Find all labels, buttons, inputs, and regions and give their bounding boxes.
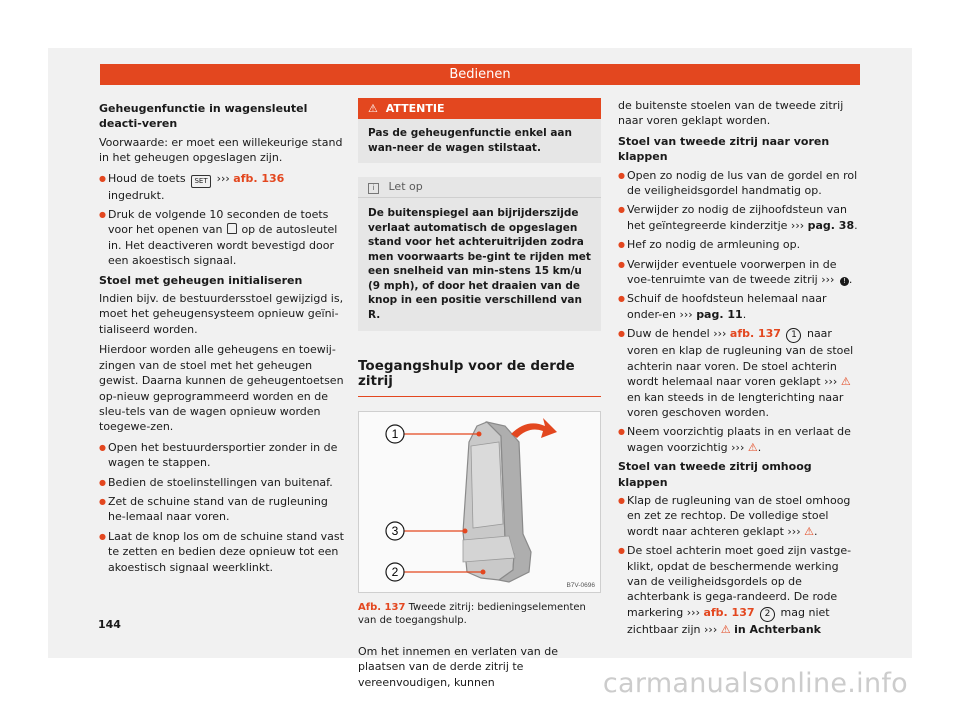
reference-arrows: ››› <box>821 273 835 287</box>
heading-fold-up: Stoel van tweede zitrij omhoog klappen <box>618 460 812 489</box>
text: Verwijder eventuele voorwerpen in de voe-tenruimte van de tweede zitrij <box>627 257 837 287</box>
section-header-bar <box>100 64 860 85</box>
text: op de autosleutel in. Het deactiveren wordt bevestigd door een akoestisch signaal. <box>108 223 338 268</box>
list-item: ● Open het bestuurdersportier zonder in de wagen te stappen. <box>99 440 344 471</box>
text: . <box>848 273 853 287</box>
callout-dot <box>477 431 482 436</box>
list-item: ● Bedien de stoelinstellingen van buitenaf. <box>99 475 344 490</box>
warning-triangle-icon: ⚠ <box>368 102 378 115</box>
info-square-icon: i <box>368 183 379 194</box>
paragraph-initialize: Indien bijv. de bestuurdersstoel gewijzigd is, moet het geheugensysteem opnieuw geïni-tialiseerd worden. <box>99 292 344 336</box>
paragraph-third-row: Om het innemen en verlaten van de plaatsen van de derde zitrij te vereenvoudigen, kunnen <box>358 644 558 689</box>
heading-initialize: Stoel met geheugen initialiseren <box>99 273 303 287</box>
note-box <box>358 177 601 331</box>
callout-label: 3 <box>391 523 399 538</box>
text: naar voren en klap de rugleuning van de stoel achterin naar voren. De stoel achterin wordt helemaal naar voren geklapt <box>627 327 854 389</box>
note-title: Let op <box>388 180 423 193</box>
text: . <box>854 218 858 232</box>
list-item <box>618 493 860 539</box>
text: . <box>757 440 762 454</box>
note-header <box>358 177 601 198</box>
exclamation-icon[interactable]: ! <box>840 277 849 286</box>
seat-panel <box>471 442 503 528</box>
text: Schuif de hoofdsteun helemaal naar onder-en <box>627 292 827 321</box>
paragraph-continued: de buitenste stoelen van de tweede zitrij naar voren geklapt worden. <box>618 99 844 128</box>
paragraph-condition: Voorwaarde: er moet een willekeurige stand in het geheugen opgeslagen zijn. <box>99 135 343 165</box>
reference-arrows: ››› <box>790 218 805 232</box>
text: . <box>742 307 747 321</box>
text: . <box>813 524 818 538</box>
list-item: ● Laat de knop los om de schuine stand vast te zetten en bedien deze opnieuw tot een akoestisch signaal weerklinkt. <box>99 529 344 575</box>
section-title: Toegangshulp voor de derde zitrij <box>358 359 601 397</box>
callout-label: 1 <box>391 426 399 441</box>
list-item <box>618 326 860 420</box>
fold-arrow-icon <box>511 418 557 438</box>
attention-text: Pas de geheugenfunctie enkel aan wan-neer de wagen stilstaat. <box>368 127 572 154</box>
attention-header <box>358 98 601 119</box>
page-reference-link[interactable]: pag. 11 <box>696 307 743 321</box>
page-number: 144 <box>98 618 121 631</box>
reference-arrows: ››› <box>704 622 718 636</box>
bullet-hold-set <box>99 171 344 203</box>
lock-icon <box>227 223 237 234</box>
seat-cushion <box>463 536 515 562</box>
bullet-press-unlock <box>99 207 344 269</box>
list-item: ● Zet de schuine stand van de rugleuning he-lemaal naar voren. <box>99 494 344 525</box>
warning-triangle-icon[interactable]: ⚠ <box>720 622 731 636</box>
page-reference-link[interactable]: pag. 38 <box>807 218 855 232</box>
text: ingedrukt. <box>108 188 165 202</box>
set-key-icon: SET <box>191 175 211 188</box>
reference-arrows: ››› <box>731 440 745 454</box>
column-middle <box>358 98 601 695</box>
list-item: ● Open zo nodig de lus van de gordel en rol de veiligheidsgordel handmatig op. <box>618 168 860 199</box>
figure-caption-ref: Afb. 137 <box>358 601 406 613</box>
text: mag niet zichtbaar zijn <box>627 605 830 636</box>
list-item <box>618 543 860 637</box>
callout-number-badge: 1 <box>786 328 801 343</box>
section-header-title: Bedienen <box>449 67 511 82</box>
callout-number-badge: 2 <box>760 607 775 622</box>
attention-box <box>358 98 601 163</box>
figure-caption <box>358 601 601 628</box>
warning-triangle-icon[interactable]: ⚠ <box>747 440 758 454</box>
text: Neem voorzichtig plaats in en verlaat de wagen voorzichtig <box>627 425 851 454</box>
text: De stoel achterin moet goed zijn vastge-klikt, opdat de beschermende werking van de veiligheidsgordels op de achterbank is gega-randeerd. De rode markering <box>627 544 852 619</box>
figure-reference-link[interactable]: afb. 137 <box>703 605 755 619</box>
warning-triangle-icon[interactable]: ⚠ <box>840 375 851 389</box>
cross-reference-link[interactable]: in Achterbank <box>734 622 821 636</box>
list-item <box>618 291 860 322</box>
text: Druk de volgende 10 seconden de toets voor het openen van <box>108 208 329 237</box>
warning-triangle-icon[interactable]: ⚠ <box>804 524 814 538</box>
text: en kan steeds in de lengterichting naar voren geschoven worden. <box>627 390 844 419</box>
list-item: ● Hef zo nodig de armleuning op. <box>618 237 860 252</box>
reference-arrows: ››› <box>216 171 230 185</box>
list-item <box>618 202 860 233</box>
figure-seat-illustration <box>358 411 601 593</box>
text: Klap de rugleuning van de stoel omhoog en zet ze rechtop. De volledige stoel wordt naar achteren geklapt <box>627 493 851 538</box>
reference-arrows: ››› <box>824 375 838 389</box>
column-right <box>618 98 860 641</box>
text: Houd de toets <box>108 171 186 185</box>
callout-label: 2 <box>391 564 399 579</box>
watermark: carmanualsonline.info <box>602 668 908 699</box>
paragraph-erase: Hierdoor worden alle geheugens en toewij-zingen van de stoel met het geheugen gewist. Daarna kunnen de geheugentoetsen op-nieuw geprogrammeerd worden en de sleu-tels van de wagen opnieuw worden toegewe-zen. <box>99 343 344 434</box>
heading-fold-forward: Stoel van tweede zitrij naar voren klappen <box>618 134 830 164</box>
figure-code: B7V-0696 <box>566 581 595 589</box>
figure-caption-text: Tweede zitrij: bedieningselementen van de toegangshulp. <box>358 601 586 627</box>
list-item <box>618 257 860 288</box>
callout-dot <box>481 569 486 574</box>
reference-arrows: ››› <box>787 524 801 538</box>
note-text: De buitenspiegel aan bijrijderszijde verlaat automatisch de opgeslagen stand voor het achteruitrijden zodra men voorwaarts be-gint te rijden met een snelheid van min-stens 15 km/u (9 mph), of door het draaien van de knop in een positie verschillend van R. <box>368 207 591 321</box>
reference-arrows: ››› <box>713 327 727 341</box>
callout-dot <box>463 528 468 533</box>
text: Duw de hendel <box>627 327 710 341</box>
heading-memory-deactivate: Geheugenfunctie in wagensleutel deacti-veren <box>99 102 308 131</box>
figure-reference-link[interactable]: afb. 137 <box>729 327 781 341</box>
column-left <box>99 98 344 579</box>
figure-reference-link[interactable]: afb. 136 <box>233 171 285 185</box>
seat-drawing <box>359 412 600 592</box>
text: Verwijder zo nodig de zijhoofdsteun van het geïntegreerde kinderzitje <box>627 203 847 232</box>
attention-title: ATTENTIE <box>385 102 445 115</box>
reference-arrows: ››› <box>686 605 700 619</box>
reference-arrows: ››› <box>679 307 693 321</box>
list-item <box>618 424 860 455</box>
